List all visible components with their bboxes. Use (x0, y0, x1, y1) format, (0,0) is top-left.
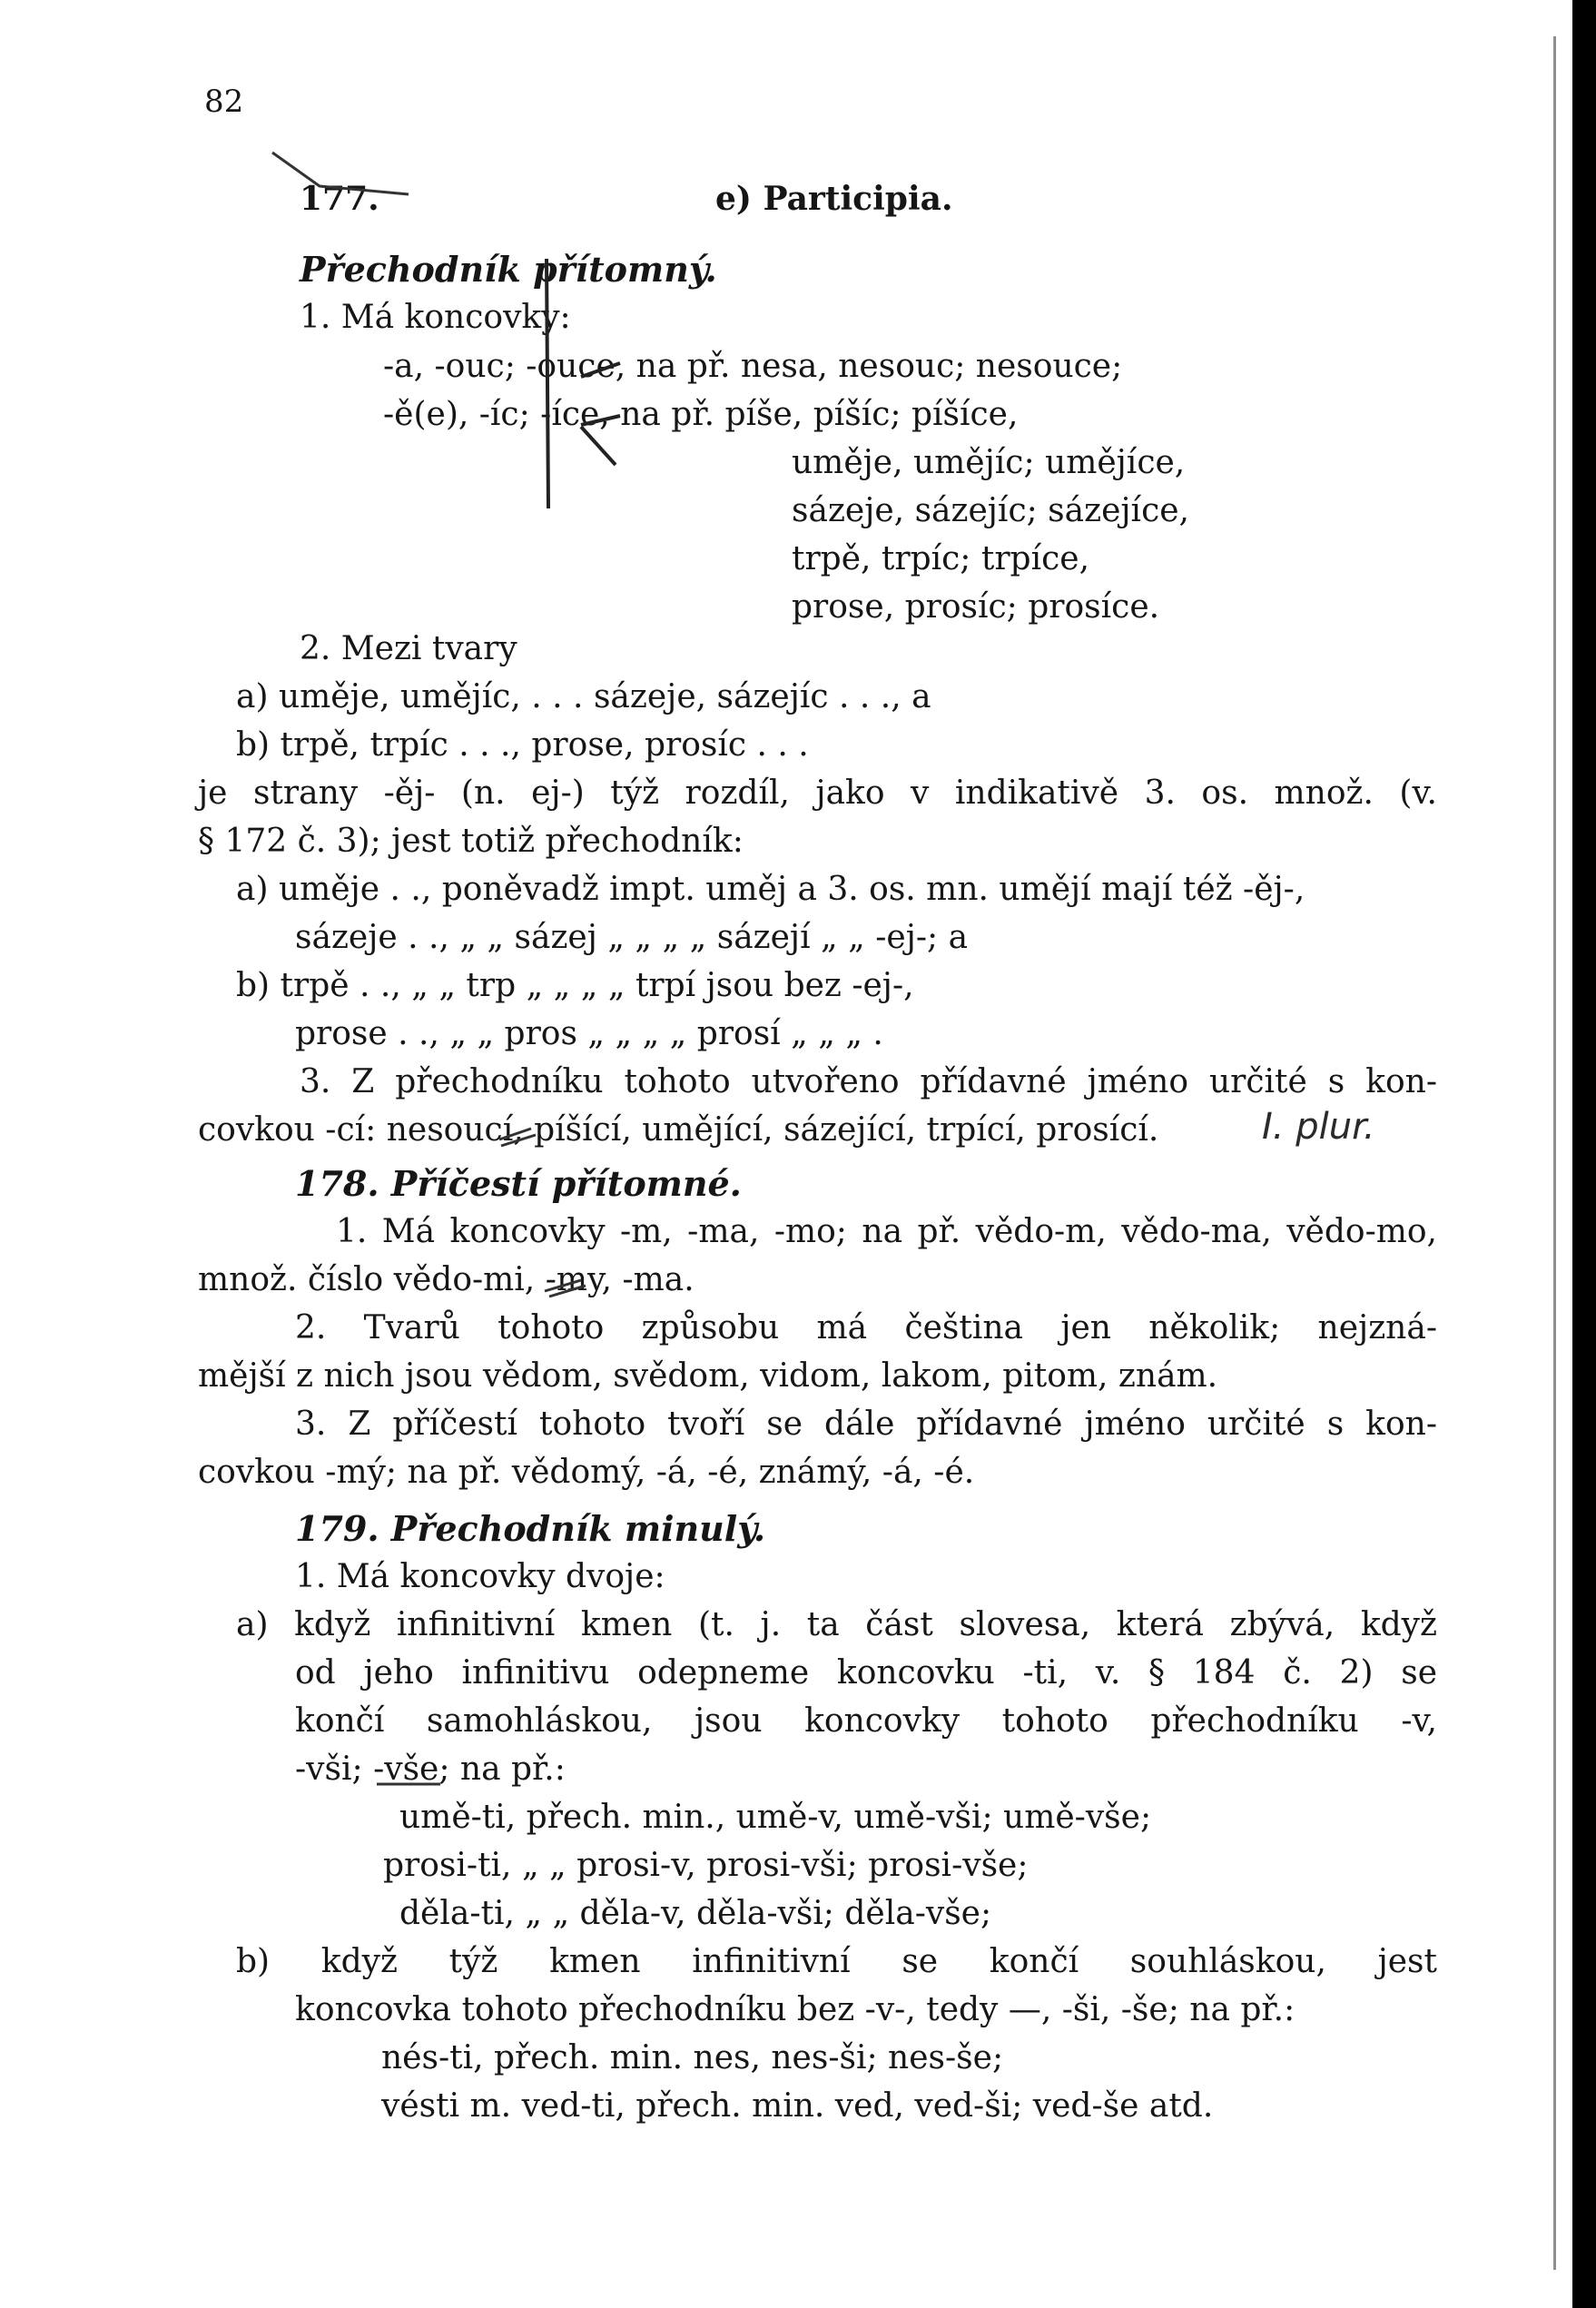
s178-point-3-line-1: 3. Z příčestí tohoto tvoří se dále přídavné jméno určité s kon- (295, 1406, 1437, 1443)
s177-point-1: 1. Má koncovky: (300, 299, 571, 336)
s178-point-3-line-2: covkou -mý; na př. vědomý, -á, -é, známý, -á, -é. (198, 1454, 975, 1491)
s179-example-row-4: nés-ti, přech. min. nes, nes-ši; nes-še; (381, 2039, 1004, 2076)
section-number: 177. (300, 180, 379, 218)
s179-example-row-1: umě-ti, přech. min., umě-v, umě-vši; umě-vše; (399, 1799, 1152, 1836)
s179-item-a-line-3: končí samohláskou, jsou koncovky tohoto přechodníku -v, (295, 1702, 1437, 1740)
s179-item-b-line-1: b) když týž kmen infinitivní se končí souhláskou, jest (236, 1943, 1437, 1980)
s177-table-row-1: a) uměje . ., poněvadž impt. uměj a 3. os. mn. umějí mají též -ěj-, (236, 871, 1305, 908)
s179-item-a-line-1: a) když infinitivní kmen (t. j. ta část slovesa, která zbývá, když (236, 1606, 1437, 1643)
s177-ending-row-1: -a, -ouc; -ouce, na př. nesa, nesouc; nesouce; (383, 348, 1123, 385)
page-number: 82 (204, 84, 244, 120)
handwritten-margin-note: I. plur. (1262, 1106, 1375, 1148)
s178-point-2-line-2: mější z nich jsou vědom, svědom, vidom, lakom, pitom, znám. (198, 1357, 1218, 1395)
s179-example-row-3: děla-ti, „ „ děla-v, děla-vši; děla-vše; (399, 1895, 992, 1932)
chapter-heading: e) Participia. (715, 180, 953, 218)
s177-example-row-4: sázeje, sázejíc; sázejíce, (792, 492, 1189, 529)
s177-example-row-6: prose, prosíc; prosíce. (792, 588, 1160, 626)
s177-point-2: 2. Mezi tvary (300, 630, 517, 667)
s179-example-row-5: vésti m. ved-ti, přech. min. ved, ved-ši; ved-še atd. (381, 2087, 1214, 2125)
scan-black-border (1572, 0, 1596, 2308)
s177-paragraph-line-1: je strany -ěj- (n. ej-) týž rozdíl, jako v indikativě 3. os. množ. (v. (198, 774, 1437, 812)
heading-pricesti-pritomne: 178. Příčestí přítomné. (295, 1163, 742, 1204)
s177-example-row-3: uměje, umějíc; umějíce, (792, 444, 1186, 481)
s179-item-a-line-2: od jeho infinitivu odepneme koncovku -ti, v. § 184 č. 2) se (295, 1654, 1437, 1692)
s177-ending-row-2: -ě(e), -íc; -íce, na př. píše, píšíc; píšíce, (383, 396, 1019, 433)
s177-item-a: a) uměje, umějíc, . . . sázeje, sázejíc . . ., a (236, 678, 931, 715)
s177-table-row-2: sázeje . ., „ „ sázej „ „ „ „ sázejí „ „ -ej-; a (295, 919, 969, 956)
s177-point-3-line-2: covkou -cí: nesoucí, píšící, umějící, sázející, trpící, prosící. (198, 1111, 1159, 1149)
s178-point-2-line-1: 2. Tvarů tohoto způsobu má čeština jen několik; nejzná- (295, 1309, 1437, 1346)
s177-table-row-3: b) trpě . ., „ „ trp „ „ „ „ trpí jsou bez -ej-, (236, 967, 914, 1004)
s179-item-b-line-2: koncovka tohoto přechodníku bez -v-, tedy —, -ši, -še; na př.: (295, 1991, 1296, 2028)
s177-point-3-line-1: 3. Z přechodníku tohoto utvořeno přídavné jméno určité s kon- (300, 1063, 1437, 1100)
heading-prechodnik-pritomny: Přechodník přítomný. (300, 249, 717, 290)
s178-point-1-line-2: množ. číslo vědo-mi, -my, -ma. (198, 1261, 695, 1298)
heading-prechodnik-minuly: 179. Přechodník minulý. (295, 1508, 766, 1549)
s177-paragraph-line-2: § 172 č. 3); jest totiž přechodník: (198, 823, 744, 860)
s179-point-1: 1. Má koncovky dvoje: (295, 1558, 665, 1595)
s177-table-row-4: prose . ., „ „ pros „ „ „ „ prosí „ „ „ . (295, 1015, 883, 1052)
s179-example-row-2: prosi-ti, „ „ prosi-v, prosi-vši; prosi-vše; (383, 1847, 1029, 1884)
s178-point-1-line-1: 1. Má koncovky -m, -ma, -mo; na př. vědo-m, vědo-ma, vědo-mo, (336, 1213, 1437, 1250)
scan-shadow-line (1553, 36, 1556, 2270)
s177-example-row-5: trpě, trpíc; trpíce, (792, 540, 1090, 577)
s179-item-a-line-4: -vši; -vše; na př.: (295, 1751, 566, 1788)
s177-item-b: b) trpě, trpíc . . ., prose, prosíc . . . (236, 726, 809, 764)
